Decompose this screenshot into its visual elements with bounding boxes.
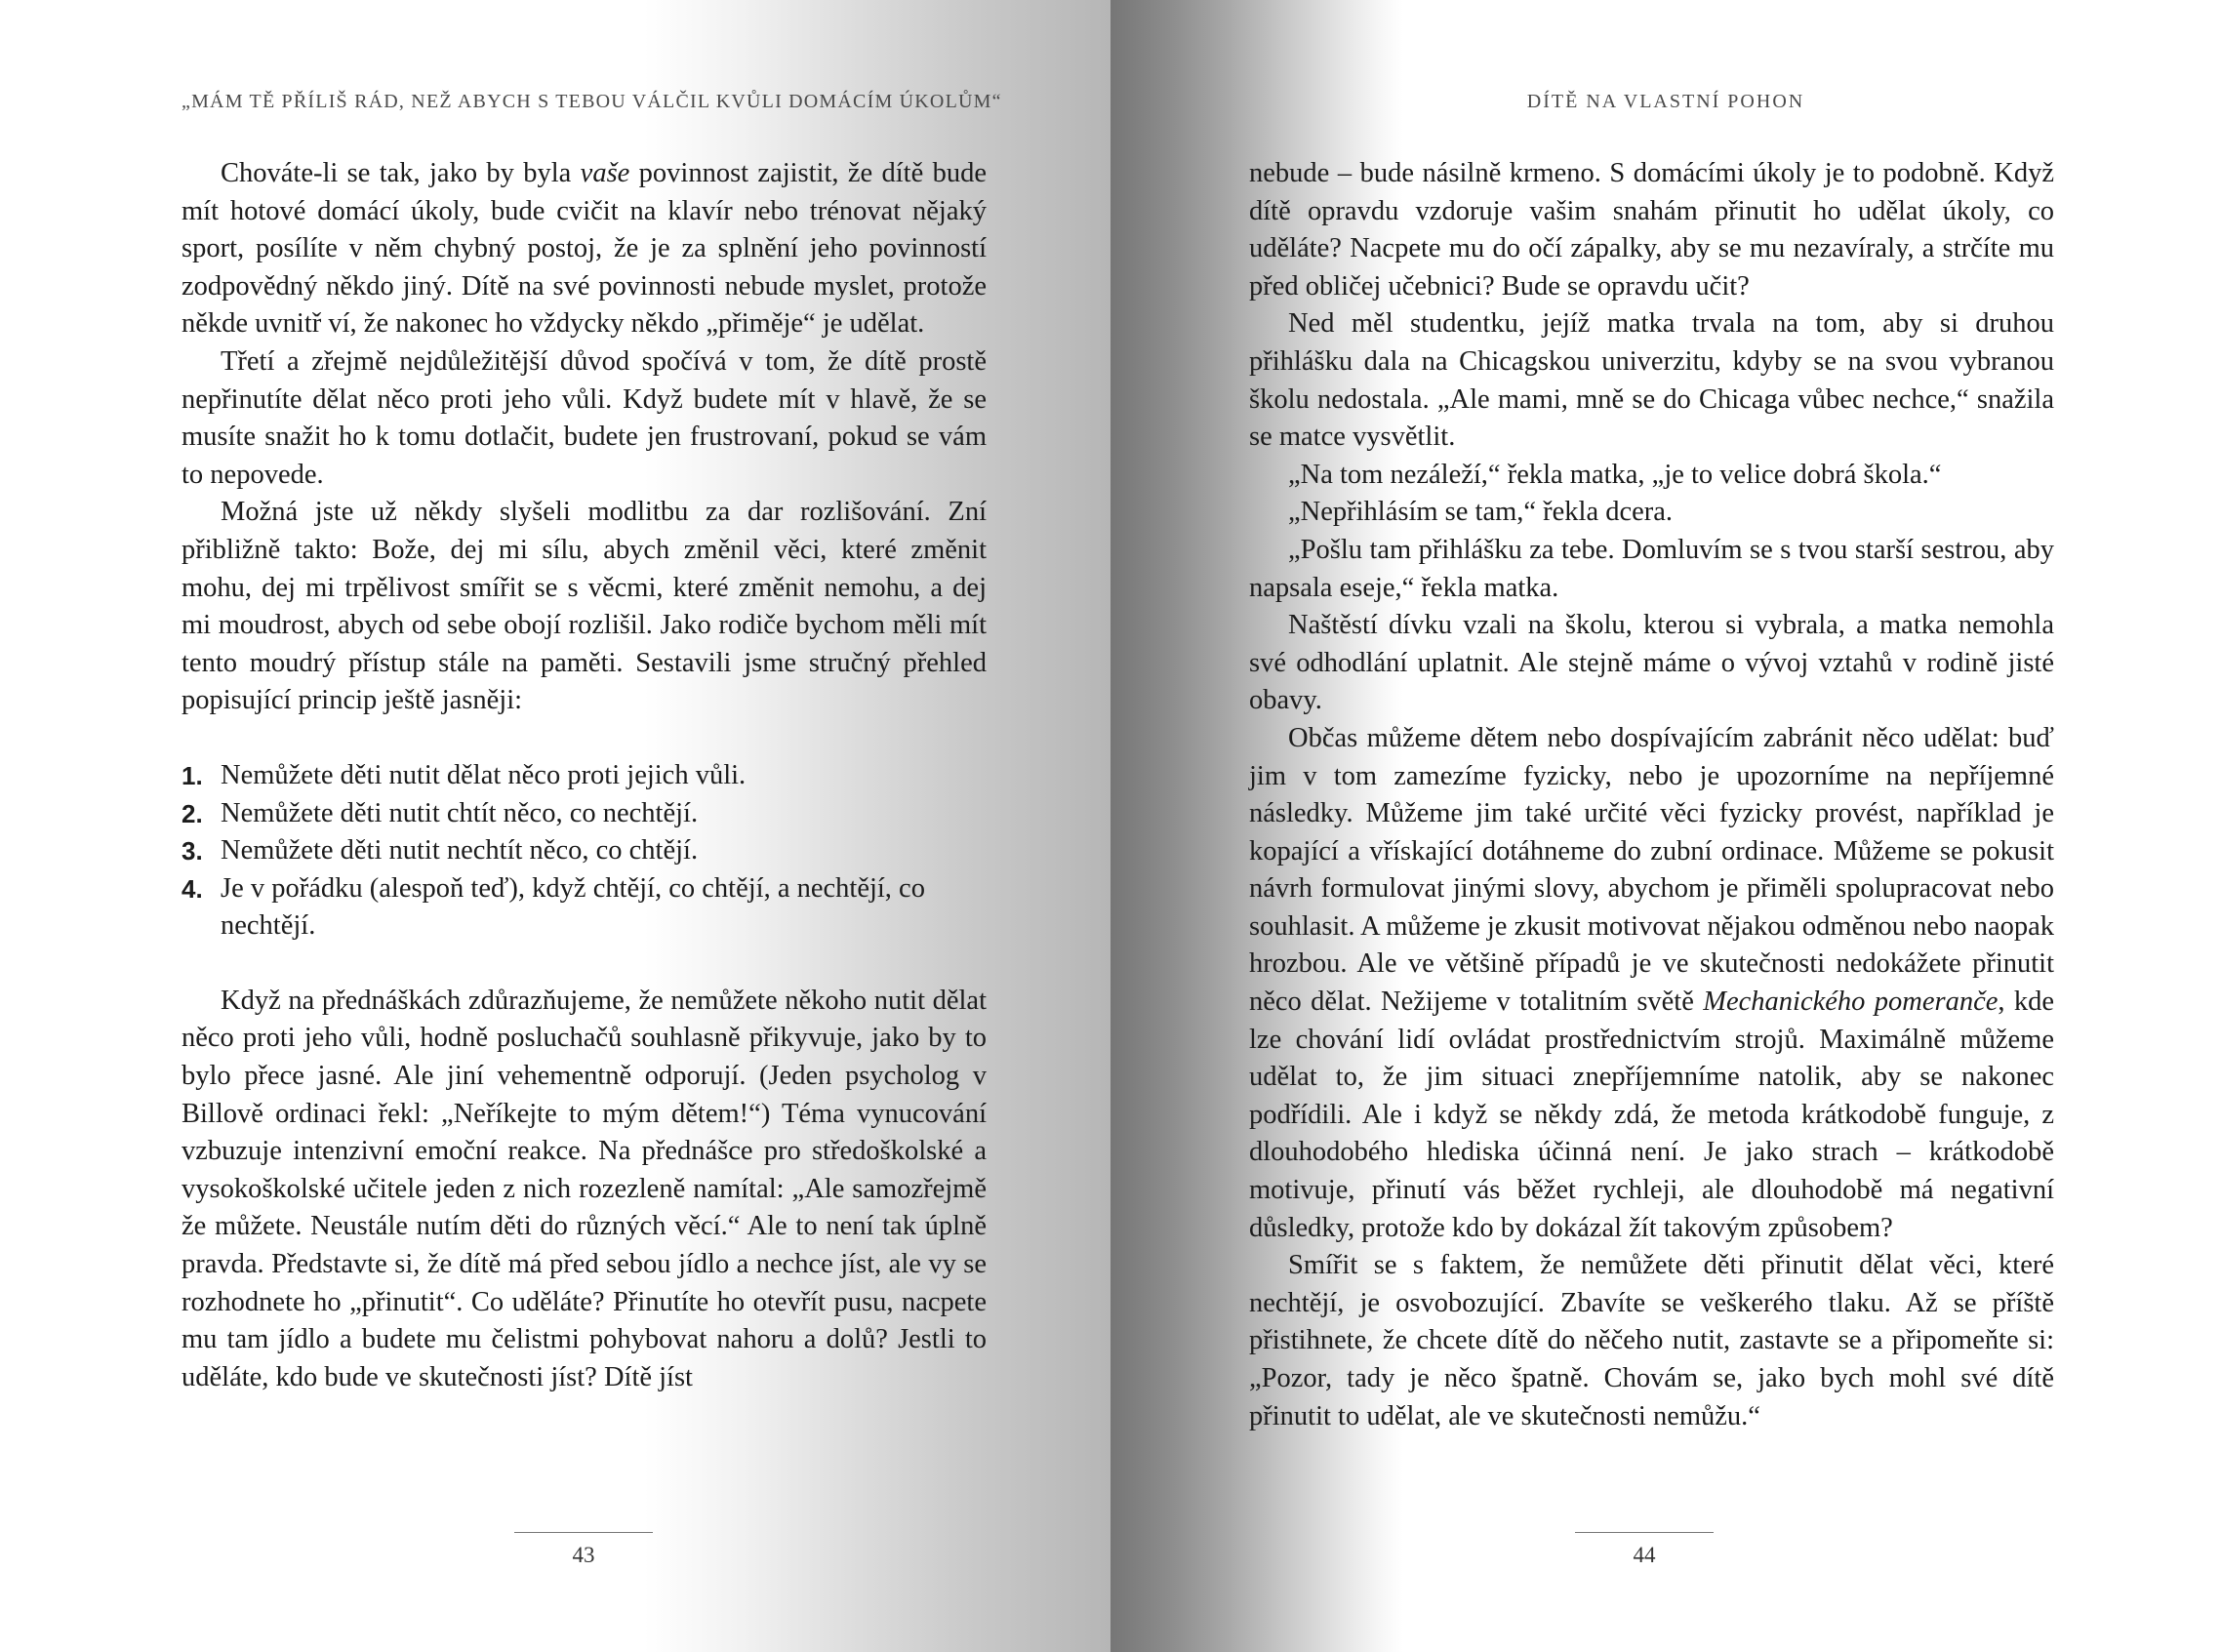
paragraph: Ned měl studentku, jejíž matka trvala na tom, aby si druhou přihlášku dala na Chicagskou univerzitu, kdyby se na svou vybranou školu nedostala. „Ale mami, mně se do Chicaga vůbec nechce,“ snažila se matce vysvětlit. (1249, 308, 2054, 453)
right-page-body (1249, 155, 2054, 1435)
text-run: Chováte-li se tak, jako by byla (221, 158, 581, 188)
paragraph (182, 155, 987, 343)
paragraph: Možná jste už někdy slyšeli modlitbu za dar rozlišování. Zní přibližně takto: Bože, dej mi sílu, abych změnil věci, které změnit mohu, dej mi trpělivost smířit se s věcmi, které změnit nemohu, a dej mi moudrost, abych od sebe obojí rozlišil. Jako rodiče bychom měli mít tento moudrý přístup stále na paměti. Sestavili jsme stručný přehled popisující princip ještě jasněji: (182, 497, 987, 716)
left-page-body (182, 155, 987, 1396)
text-run: povinnost zajistit, že dítě bude mít hotové domácí úkoly, bude cvičit na klavír nebo trénovat nějaký sport, posílíte v něm chybný postoj, že je za splnění jeho povinností zodpovědný někdo jiný. Dítě na své povinnosti nebude myslet, protože někde uvnitř ví, že nakonec ho vždycky někdo „přiměje“ je udělat. (182, 158, 987, 340)
list-item (182, 795, 987, 833)
running-head-left: „MÁM TĚ PŘÍLIŠ RÁD, NEŽ ABYCH S TEBOU VÁLČIL KVŮLI DOMÁCÍM ÚKOLŮM“ (182, 91, 1002, 112)
paragraph: Když na přednáškách zdůrazňujeme, že nemůžete někoho nutit dělat něco proti jeho vůli, hodně posluchačů souhlasně přikyvuje, jako by to bylo přece jasné. Ale jiní vehementně odporují. (Jeden psycholog v Billově ordinaci řekl: „Neříkejte to mým dětem!“) Téma vynucování vzbuzuje intenzivní emoční reakce. Na přednášce pro středoškolské a vysokoškolské učitele jeden z nich rozezleně namítal: „Ale samozřejmě že můžete. Neustále nutím děti do různých věcí.“ Ale to není tak úplně pravda. Představte si, že dítě má před sebou jídlo a nechce jíst, ale vy se rozhodnete ho „přinutit“. Co uděláte? Přinutíte ho otevřít pusu, nacpete mu tam jídlo a budete mu čelistmi pohybovat nahoru a dolů? Jestli to uděláte, kdo bude ve skutečnosti jíst? Dítě jíst (182, 985, 987, 1392)
italic-emphasis: vaše (580, 158, 630, 188)
paragraph: „Nepřihlásím se tam,“ řekla dcera. (1288, 497, 1674, 528)
list-item (182, 870, 987, 946)
running-head-text: DÍTĚ NA VLASTNÍ POHON (1526, 91, 1805, 112)
list-text: Nemůžete děti nutit nechtít něco, co chtějí. (221, 835, 699, 866)
list-number: 3. (182, 836, 203, 866)
list-text: Nemůžete děti nutit dělat něco proti jejich vůli. (221, 759, 747, 790)
list-number: 2. (182, 798, 203, 828)
list-text: Je v pořádku (alespoň teď), když chtějí, co chtějí, a nechtějí, co nechtějí. (221, 872, 925, 942)
footer-rule (1575, 1532, 1714, 1533)
list-number: 1. (182, 760, 203, 790)
paragraph: Třetí a zřejmě nejdůležitější důvod spočívá v tom, že dítě prostě nepřinutíte dělat něco proti jeho vůli. Když budete mít v hlavě, že se musíte snažit ho k tomu dotlačit, budete jen frustrovaní, pokud se vám to nepovede. (182, 345, 987, 490)
paragraph: „Na tom nezáleží,“ řekla matka, „je to velice dobrá škola.“ (1288, 459, 1942, 490)
page-number: 44 (1633, 1543, 1656, 1567)
paragraph (1249, 720, 2054, 1247)
paragraph: „Pošlu tam přihlášku za tebe. Domluvím se s tvou starší sestrou, aby napsala eseje,“ řekla matka. (1249, 534, 2054, 603)
list-text: Nemůžete děti nutit chtít něco, co nechtějí. (221, 797, 699, 828)
paragraph: Naštěstí dívku vzali na školu, kterou si vybrala, a matka nemohla své odhodlání uplatnit. Ale stejně máme o vývoj vztahů v rodině jisté obavy. (1249, 610, 2054, 716)
page-footer-right (1571, 1532, 1717, 1568)
numbered-list (182, 757, 987, 946)
text-run: , kde lze chování lidí ovládat prostřednictvím strojů. Maximálně můžeme udělat to, že jim situaci znepříjemníme natolik, aby se nakonec podřídili. Ale i když se někdy zdá, že metoda krátkodobě funguje, z dlouhodobého hlediska účinná není. Je jako strach – krátkodobě motivuje, přinutí vás běžet rychleji, ale dlouhodobě má negativní důsledky, protože kdo by dokázal žít takovým způsobem? (1249, 987, 2054, 1243)
page-footer-left (510, 1532, 657, 1568)
page-number: 43 (572, 1543, 595, 1567)
paragraph: nebude – bude násilně krmeno. S domácími úkoly je to podobně. Když dítě opravdu vzdoruje vašim snahám přinutit ho udělat úkoly, co uděláte? Nacpete mu do očí zápalky, aby se mu nezavíraly, a strčíte mu před obličej učebnici? Bude se opravdu učit? (1249, 158, 2054, 302)
text-run: Občas můžeme dětem nebo dospívajícím zabránit něco udělat: buď jim v tom zamezíme fyzicky, nebo je upozorníme na nepříjemné následky. Můžeme jim také určité věci fyzicky provést, například je kopající a vřískající dotáhneme do zubní ordinace. Můžeme se pokusit návrh formulovat jinými slovy, abychom je přiměli spolupracovat nebo souhlasit. A můžeme je zkusit motivovat nějakou odměnou nebo naopak hrozbou. Ale ve většině případů je ve skutečnosti nedokážete přinutit něco dělat. Nežijeme v totalitním světě (1249, 722, 2054, 1018)
footer-rule (514, 1532, 653, 1533)
running-head-right (1110, 91, 2221, 113)
paragraph: Smířit se s faktem, že nemůžete děti přinutit dělat věci, které nechtějí, je osvobozující. Zbavíte se veškerého tlaku. Až se příště přistihnete, že chcete dítě do něčeho nutit, zastavte se a připomeňte si: „Pozor, tady je něco špatně. Chovám se, jako bych mohl své dítě přinutit to udělat, ale ve skutečnosti nemůžu.“ (1249, 1250, 2054, 1431)
left-page (0, 0, 1110, 1652)
spacer (182, 946, 987, 983)
italic-book-title: Mechanického pomeranče (1703, 987, 1999, 1018)
spacer (182, 720, 987, 757)
list-item (182, 832, 987, 870)
list-number: 4. (182, 873, 203, 904)
list-item (182, 757, 987, 795)
